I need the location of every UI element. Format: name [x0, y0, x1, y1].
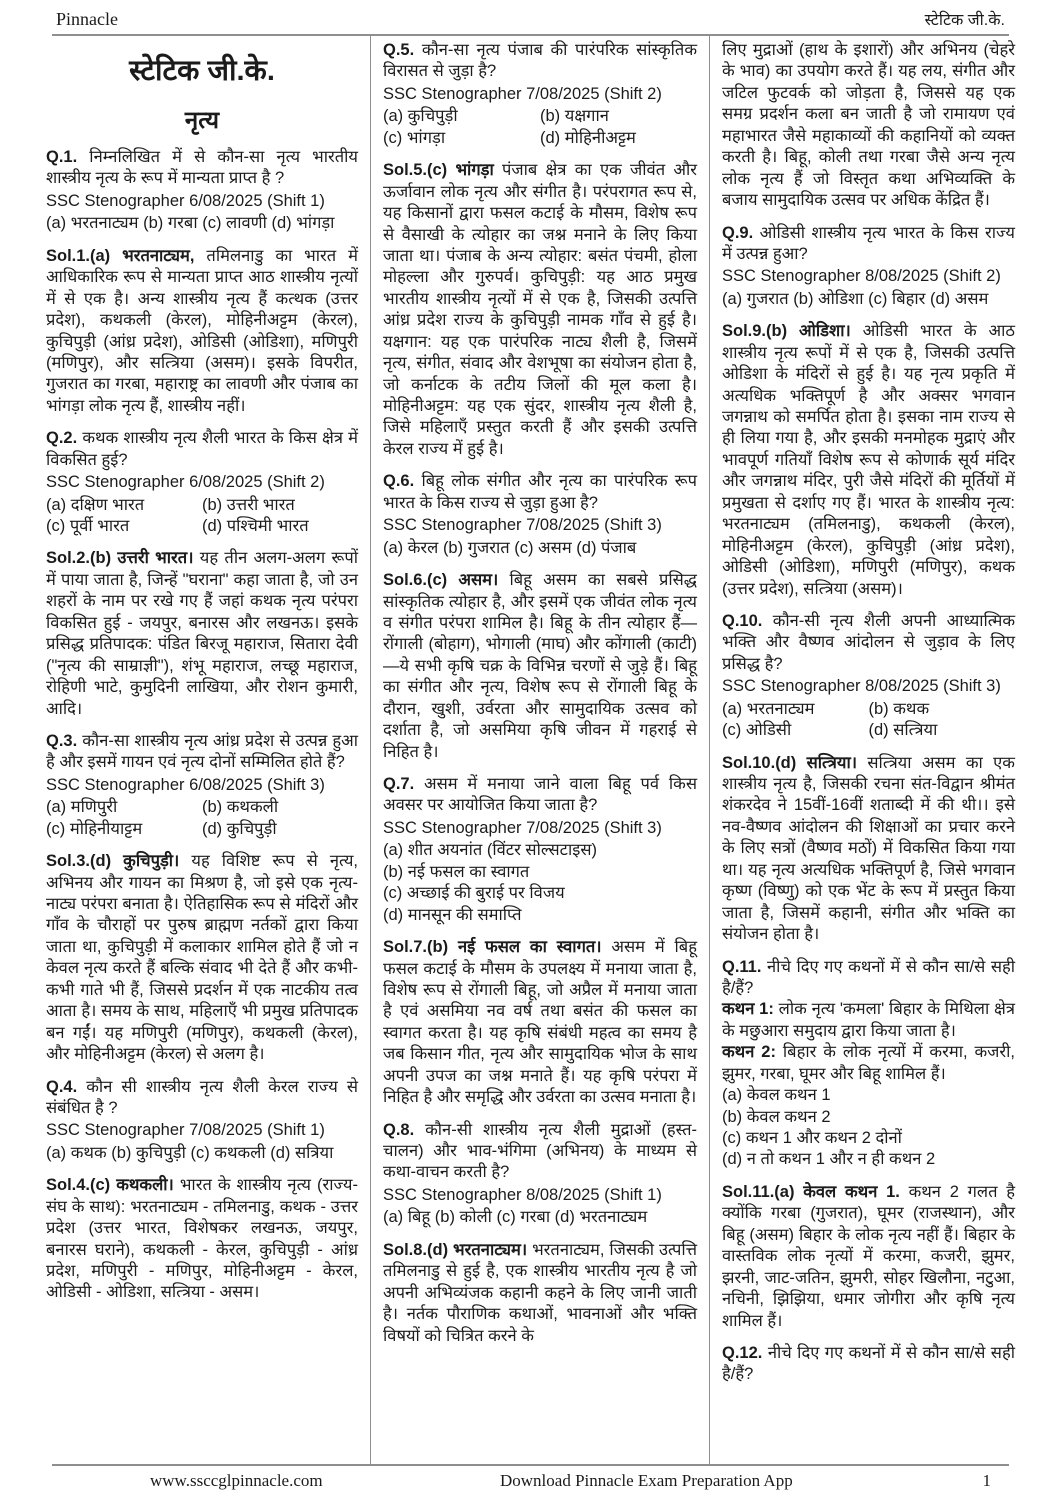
question-block	[383, 774, 697, 926]
question-number: Q.11.	[722, 957, 762, 976]
question-number: Q.4.	[46, 1077, 78, 1096]
question-text	[722, 611, 1015, 675]
solution-block	[46, 548, 358, 720]
answer-keyword: भांगड़ा	[455, 161, 494, 180]
solution-block	[383, 937, 697, 1109]
question-number: Q.5.	[383, 41, 415, 59]
body-text: कौन सी शास्त्रीय नृत्य शैली केरल राज्य से संबंधित है ?	[46, 1077, 358, 1117]
question-text	[46, 1077, 358, 1120]
solution-number: Sol.8.(d)	[383, 1240, 449, 1259]
column-2	[370, 36, 710, 1464]
solution-block	[46, 246, 358, 418]
solution-block	[46, 851, 358, 1065]
solution-number: Sol.7.(b)	[383, 938, 449, 957]
solution-block	[722, 1182, 1015, 1332]
body-text: तमिलनाडु का भारत में आधिकारिक रूप से मान्यता प्राप्त आठ शास्त्रीय नृत्यों में से एक है। अन्य शास्त्रीय नृत्य हैं कत्थक (उत्तर प्रदेश), कथकली (केरल), मोहिनीअट्टम (केरल), कुचिपुड़ी (आंध्र प्रदेश), ओडिसी (ओडिशा), मणिपुरी (मणिपुर), और सत्त्रिया (असम)। इसके विपरीत, गुजरात का गरबा, महाराष्ट्र का लावणी और पंजाब का भांगड़ा लोक नृत्य हैं, शास्त्रीय नहीं।	[46, 246, 358, 415]
answer-keyword: भरतनाट्यम,	[122, 246, 195, 265]
body-text: यह विशिष्ट रूप से नृत्य, अभिनय और गायन का मिश्रण है, जो इसे एक नृत्य-नाट्य परंपरा बनाता है। ऐतिहासिक रूप से मंदिरों और गाँव के चौराहों पर पुरुष ब्राह्मण नर्तकों द्वारा किया जाता था, कुचिपुड़ी में कलाकार शामिल होते हैं जो न केवल नृत्य करते हैं बल्कि संवाद भी देते हैं और कभी-कभी गाते भी हैं, जिससे प्रदर्शन में एक नाटकीय तत्व आता है। समय के साथ, महिलाएँ भी प्रमुख प्रतिपादक बन गईं। यह मणिपुरी (मणिपुर), कथकली (केरल), और मोहिनीअट्टम (केरल) से अलग है।	[46, 852, 358, 1064]
options-row: (b) केवल कथन 2	[722, 1107, 831, 1126]
options-row: (c) कथन 1 और कथन 2 दोनों	[722, 1129, 902, 1147]
question-block	[46, 731, 358, 840]
solution-text	[722, 321, 1015, 600]
option-cell: (c) मोहिनीयाट्टम	[46, 819, 143, 838]
question-text	[383, 471, 697, 514]
question-block	[383, 1120, 697, 1229]
question-text	[46, 731, 358, 774]
continuation-paragraph	[722, 40, 1015, 212]
option-cell: (c) ओडिसी	[722, 721, 792, 740]
question-text	[722, 223, 1015, 266]
answer-keyword: ओडिशा।	[799, 322, 851, 341]
solution-number: Sol.5.(c)	[383, 161, 448, 180]
option-cell: (a) कुचिपुड़ी	[383, 107, 458, 126]
body-text: कथक शास्त्रीय नृत्य शैली भारत के किस क्षेत्र में विकसित हुई?	[46, 429, 358, 469]
option-cell: (d) मोहिनीअट्टम	[540, 128, 636, 147]
options-row: (a) गुजरात (b) ओडिशा (c) बिहार (d) असम	[722, 289, 989, 308]
statement-text: बिहार के लोक नृत्यों में करमा, कजरी, झुमर, गरबा, घूमर और बिहू शामिल हैं।	[722, 1043, 1015, 1083]
question-number: Q.9.	[722, 223, 754, 242]
option-cell: (a) मणिपुरी	[46, 798, 118, 817]
option-cell: (a) दक्षिण भारत	[46, 495, 145, 514]
solution-text	[722, 753, 1015, 946]
body-text: असम में बिहू फसल कटाई के मौसम के उपलक्ष्य में मनाया जाता है, विशेष रूप से रोंगाली बिहू, जो अप्रैल में मनाया जाता है एवं असमिया नव वर्ष तथा बसंत की फसल का स्वागत करता है। यह कृषि संबंधी महत्व का समय है जब किसान गीत, नृत्य और सामुदायिक भोज के साथ अपनी उपज का जश्न मनाते हैं। यह कृषि परंपरा में निहित है और समृद्धि और उर्वरता का उत्सव मनाता है।	[383, 938, 697, 1107]
options-row	[46, 516, 358, 537]
option-cell: (d) सत्त्रिया	[868, 721, 938, 740]
body-text: यह तीन अलग-अलग रूपों में पाया जाता है, जिन्हें "घराना" कहा जाता है, जो उन शहरों के नाम पर रखे गए हैं जहां कथक नृत्य परंपरा विकसित हुई - जयपुर, बनारस और लखनऊ। इसके प्रसिद्ध प्रतिपादक: पंडित बिरजू महाराज, सितारा देवी ("नृत्य की साम्राज्ञी"), शंभू महाराज, लच्छू महाराज, रोहिणी भाटे, कुमुदिनी लाखिया, और रोशन कुमारी, आदि।	[46, 549, 358, 718]
options-row: (a) केवल कथन 1	[722, 1086, 831, 1105]
footer-page-number: 1	[982, 1471, 991, 1490]
question-block	[46, 428, 358, 537]
answer-keyword: असम।	[458, 571, 499, 590]
question-text	[722, 957, 1015, 1000]
question-block	[46, 1077, 358, 1165]
question-block	[722, 957, 1015, 1171]
statement-line	[722, 999, 1015, 1042]
options-row: (a) बिहू (b) कोली (c) गरबा (d) भरतनाट्यम	[383, 1208, 648, 1227]
exam-source: SSC Stenographer 7/08/2025 (Shift 2)	[383, 84, 662, 103]
document-title-block	[46, 50, 358, 89]
options-row: (c) अच्छाई की बुराई पर विजय	[383, 884, 565, 903]
question-text	[46, 147, 358, 190]
exam-source: SSC Stenographer 7/08/2025 (Shift 1)	[46, 1121, 325, 1140]
options-row	[722, 720, 1015, 741]
body-text: कौन-सी शास्त्रीय नृत्य शैली मुद्राओं (हस्त-चालन) और भाव-भंगिमा (अभिनय) के माध्यम से कथा-वाचन करती है?	[383, 1120, 697, 1182]
question-text	[383, 40, 697, 83]
solution-number: Sol.4.(c)	[46, 1176, 111, 1195]
question-number: Q.10.	[722, 611, 763, 630]
content-columns	[34, 36, 1027, 1464]
question-number: Q.7.	[383, 775, 415, 793]
exam-source: SSC Stenographer 8/08/2025 (Shift 3)	[722, 677, 1001, 696]
question-text	[383, 774, 697, 817]
question-block	[383, 40, 697, 149]
options-row	[46, 495, 358, 516]
question-number: Q.12.	[722, 1343, 763, 1362]
solution-text	[46, 851, 358, 1065]
answer-keyword: नई फसल का स्वागत।	[457, 938, 602, 957]
statement-text: लोक नृत्य 'कमला' बिहार के मिथिला क्षेत्र के मछुआरा समुदाय द्वारा किया जाता है।	[722, 1000, 1015, 1040]
exam-source: SSC Stenographer 8/08/2025 (Shift 2)	[722, 267, 1001, 286]
solution-block	[46, 1175, 358, 1304]
question-block	[722, 611, 1015, 742]
option-cell: (b) कथकली	[202, 798, 279, 817]
options-row	[383, 128, 697, 149]
solution-text	[722, 1182, 1015, 1332]
solution-number: Sol.6.(c)	[383, 571, 448, 590]
exam-source: SSC Stenographer 6/08/2025 (Shift 3)	[46, 775, 325, 794]
options-row	[46, 819, 358, 840]
question-block	[383, 471, 697, 559]
body-text: कौन-सा शास्त्रीय नृत्य आंध्र प्रदेश से उत्पन्न हुआ है और इसमें गायन एवं नृत्य दोनों सम्मिलित होते हैं?	[46, 731, 358, 772]
column-3	[710, 36, 1027, 1464]
option-cell: (d) कुचिपुड़ी	[202, 819, 277, 838]
answer-keyword: सत्त्रिया।	[806, 753, 858, 772]
solution-text	[46, 246, 358, 418]
exam-source: SSC Stenographer 7/08/2025 (Shift 3)	[383, 516, 662, 535]
option-cell: (d) पश्चिमी भारत	[202, 517, 309, 535]
options-row: (d) न तो कथन 1 और न ही कथन 2	[722, 1150, 936, 1169]
solution-block	[722, 321, 1015, 600]
answer-keyword: भरतनाट्यम।	[453, 1240, 528, 1259]
question-number: Q.6.	[383, 472, 415, 491]
solution-number: Sol.2.(b)	[46, 549, 112, 568]
answer-keyword: केवल कथन 1.	[803, 1182, 900, 1201]
option-cell: (c) पूर्वी भारत	[46, 517, 130, 535]
answer-keyword: कथकली।	[116, 1176, 174, 1195]
body-text: कौन-सा नृत्य पंजाब की पारंपरिक सांस्कृतिक विरासत से जुड़ा है?	[383, 41, 697, 81]
statement-label: कथन 1:	[722, 1000, 774, 1019]
solution-number: Sol.9.(b)	[722, 322, 788, 341]
question-number: Q.1.	[46, 148, 78, 166]
body-text: ओडिसी शास्त्रीय नृत्य भारत के किस राज्य में उत्पन्न हुआ?	[722, 223, 1015, 263]
question-block	[722, 223, 1015, 311]
solution-block	[383, 160, 697, 460]
body-text: पंजाब क्षेत्र का एक जीवंत और ऊर्जावान लोक नृत्य और संगीत है। परंपरागत रूप से, यह किसानों द्वारा फसल कटाई के मौसम, विशेष रूप से वैसाखी के त्योहार का जश्न मनाने के लिए किया जाता था। पंजाब के अन्य त्योहार: बसंत पंचमी, होला मोहल्ला और गुरुपर्व। कुचिपुड़ी: यह आठ प्रमुख भारतीय शास्त्रीय नृत्यों में से एक है, जिसकी उत्पत्ति आंध्र प्रदेश राज्य के कुचिपुड़ी नामक गाँव से हुई है। यक्षगान: यह एक पारंपरिक नाट्य शैली है, जिसमें नृत्य, संगीत, संवाद और वेशभूषा का संयोजन होता है, जो कर्नाटक के तटीय जिलों की मूल कला है। मोहिनीअट्टम: यह एक सुंदर, शास्त्रीय नृत्य शैली है, जिसे महिलाएँ प्रस्तुत करती हैं और इसकी उत्पत्ति केरल राज्य में हुई है।	[383, 161, 697, 458]
page-title: स्टेटिक जी.के.	[129, 55, 275, 87]
statement-line	[722, 1042, 1015, 1085]
solution-text	[46, 548, 358, 720]
statement-label: कथन 2:	[722, 1043, 776, 1062]
options-row: (b) नई फसल का स्वागत	[383, 862, 530, 881]
solution-text	[383, 570, 697, 763]
footer-app-text: Download Pinnacle Exam Preparation App	[500, 1471, 793, 1490]
question-text	[46, 428, 358, 471]
body-text: ओडिसी भारत के आठ शास्त्रीय नृत्य रूपों में से एक है, जिसकी उत्पत्ति ओडिशा के मंदिरों से हुई है। यह नृत्य प्रकृति में अत्यधिक भक्तिपूर्ण है और अक्सर भगवान जगन्नाथ को समर्पित होता है। इसका नाम राज्य से ही लिया गया है, और इसकी मनमोहक मुद्राएं और भावपूर्ण गतियाँ विशेष रूप से कोणार्क सूर्य मंदिर और जगन्नाथ मंदिर, पुरी जैसे मंदिरों की मूर्तियों में प्रमुखता से दर्शाए गए हैं। भारत के शास्त्रीय नृत्य: भरतनाट्यम (तमिलनाडु), कथकली (केरल), मोहिनीअट्टम (केरल), कुचिपुड़ी (आंध्र प्रदेश), ओडिसी (ओडिशा), मणिपुरी (मणिपुर), कथक (उत्तर प्रदेश), सत्त्रिया (असम)।	[722, 322, 1015, 598]
options-row	[46, 797, 358, 818]
solution-text	[383, 160, 697, 460]
answer-keyword: कुचिपुड़ी।	[123, 852, 180, 871]
question-block	[722, 1343, 1015, 1386]
options-row: (a) कथक (b) कुचिपुड़ी (c) कथकली (d) सत्रिया	[46, 1143, 334, 1162]
solution-text	[383, 1240, 697, 1347]
options-row	[383, 106, 697, 127]
option-cell: (b) उत्तरी भारत	[202, 495, 295, 514]
column-1	[34, 36, 370, 1464]
paragraph-text: लिए मुद्राओं (हाथ के इशारों) और अभिनय (चेहरे के भाव) का उपयोग करते हैं। यह लय, संगीत और जटिल फुटवर्क को जोड़ता है, जिससे यह एक समग्र प्रदर्शन कला बन जाती है जो रामायण एवं महाभारत जैसे महाकाव्यों की कहानियों को व्यक्त करती है। बिहू, कोली तथा गरबा जैसे अन्य नृत्य लोक नृत्य हैं जो विस्तृत कथा अभिव्यक्ति के बजाय सामुदायिक उत्सव पर अधिक केंद्रित हैं।	[722, 41, 1015, 210]
document-subtitle-block	[46, 103, 358, 136]
question-text	[722, 1343, 1015, 1386]
solution-text	[383, 937, 697, 1109]
question-number: Q.3.	[46, 731, 78, 750]
solution-block	[383, 570, 697, 763]
options-row: (a) भरतनाट्यम (b) गरबा (c) लावणी (d) भांगड़ा	[46, 214, 335, 233]
body-text: भरतनाट्यम, जिसकी उत्पत्ति तमिलनाडु से हुई है, एक शास्त्रीय भारतीय नृत्य है जो अपनी अभिव्यंजक कहानी कहने के लिए जानी जाती है। नर्तक पौराणिक कथाओं, भावनाओं और भक्ति विषयों को चित्रित करने के	[383, 1240, 697, 1345]
body-text: बिहू असम का सबसे प्रसिद्ध सांस्कृतिक त्योहार है, और इसमें एक जीवंत लोक नृत्य व संगीत परंपरा शामिल है। बिहू के तीन त्योहार हैं—रोंगाली (बोहाग), भोगाली (माघ) और कोंगाली (काटी)—ये सभी कृषि चक्र के विभिन्न चरणों से जुड़े हैं। बिहू का संगीत और नृत्य, विशेष रूप से रोंगाली बिहू के दौरान, खुशी, उर्वरता और सामुदायिक उत्सव को दर्शाता है, जो असमिया कृषि जीवन में गहराई से निहित है।	[383, 571, 697, 761]
body-text: कथन 2 गलत है क्योंकि गरबा (गुजरात), घूमर (राजस्थान), और बिहू (असम) बिहार के लोक नृत्य नहीं हैं। बिहार के वास्तविक लोक नृत्यों में करमा, कजरी, झुमर, झरनी, जाट-जतिन, झुमरी, सोहर खिलौना, नटुआ, नचिनी, झिझिया, धमार जोगीरा और कृषि नृत्य शामिल हैं।	[722, 1182, 1015, 1330]
body-text: नीचे दिए गए कथनों में से कौन सा/से सही है/हैं?	[722, 1343, 1015, 1384]
solution-text	[46, 1175, 358, 1304]
page-footer	[0, 1466, 1061, 1500]
footer-website-link[interactable]: www.ssccglpinnacle.com	[150, 1471, 323, 1490]
body-text: भारत के शास्त्रीय नृत्य (राज्य-संघ के साथ): भरतनाट्यम - तमिलनाडु, कथक - उत्तर प्रदेश (उत्तर भारत, विशेषकर लखनऊ, जयपुर, बनारस घराने), कथकली - केरल, कुचिपुड़ी - आंध्र प्रदेश, मणिपुरी - मणिपुर, मोहिनीअट्टम - केरल, ओडिसी - ओडिशा, सत्त्रिया - असम।	[46, 1176, 358, 1302]
solution-number: Sol.10.(d)	[722, 753, 797, 772]
exam-source: SSC Stenographer 7/08/2025 (Shift 3)	[383, 818, 662, 837]
body-text: सत्त्रिया असम का एक शास्त्रीय नृत्य है, जिसकी रचना संत-विद्वान श्रीमंत शंकरदेव ने 15वीं-16वीं शताब्दी में की थी।। इसे नव-वैष्णव आंदोलन की शिक्षाओं का प्रचार करने के लिए सत्रों (वैष्णव मठों) में विकसित किया गया था। यह नृत्य अत्यधिक भक्तिपूर्ण है, जिसे भगवान कृष्ण (विष्णु) को एक भेंट के रूप में प्रस्तुत किया जाता है, जिसमें कहानी, संगीत और भक्ति का संयोजन होता है।	[722, 753, 1015, 944]
options-row: (d) मानसून की समाप्ति	[383, 905, 522, 924]
option-cell: (a) भरतनाट्यम	[722, 699, 815, 718]
solution-number: Sol.1.(a)	[46, 246, 111, 265]
header-section-title: स्टेटिक जी.के.	[924, 12, 1005, 29]
body-text: नीचे दिए गए कथनों में से कौन सा/से सही है/हैं?	[722, 957, 1016, 997]
body-text: निम्नलिखित में से कौन-सा नृत्य भारतीय शास्त्रीय नृत्य के रूप में मान्यता प्राप्त है ?	[46, 148, 358, 188]
page-header	[0, 0, 1061, 34]
option-cell: (c) भांगड़ा	[383, 128, 446, 147]
body-text: कौन-सी नृत्य शैली अपनी आध्यात्मिक भक्ति और वैष्णव आंदोलन से जुड़ाव के लिए प्रसिद्ध है?	[722, 611, 1015, 673]
solution-block	[383, 1240, 697, 1347]
exam-source: SSC Stenographer 6/08/2025 (Shift 2)	[46, 473, 325, 492]
options-row: (a) केरल (b) गुजरात (c) असम (d) पंजाब	[383, 538, 637, 557]
question-number: Q.2.	[46, 429, 78, 448]
option-cell: (b) यक्षगान	[540, 107, 609, 126]
exam-source: SSC Stenographer 8/08/2025 (Shift 1)	[383, 1185, 662, 1204]
question-number: Q.8.	[383, 1120, 415, 1139]
options-row	[722, 699, 1015, 720]
body-text: बिहू लोक संगीत और नृत्य का पारंपरिक रूप भारत के किस राज्य से जुड़ा हुआ है?	[383, 472, 697, 512]
option-cell: (b) कथक	[868, 699, 930, 718]
solution-number: Sol.11.(a)	[722, 1182, 795, 1201]
question-block	[46, 147, 358, 235]
solution-block	[722, 753, 1015, 946]
answer-keyword: उत्तरी भारत।	[117, 549, 194, 568]
solution-number: Sol.3.(d)	[46, 852, 112, 871]
header-brand: Pinnacle	[56, 9, 118, 29]
topic-title: नृत्य	[184, 107, 220, 134]
body-text: असम में मनाया जाने वाला बिहू पर्व किस अवसर पर आयोजित किया जाता है?	[383, 775, 697, 815]
options-row: (a) शीत अयनांत (विंटर सोल्सटाइस)	[383, 841, 597, 860]
question-text	[383, 1120, 697, 1184]
exam-source: SSC Stenographer 6/08/2025 (Shift 1)	[46, 191, 325, 210]
